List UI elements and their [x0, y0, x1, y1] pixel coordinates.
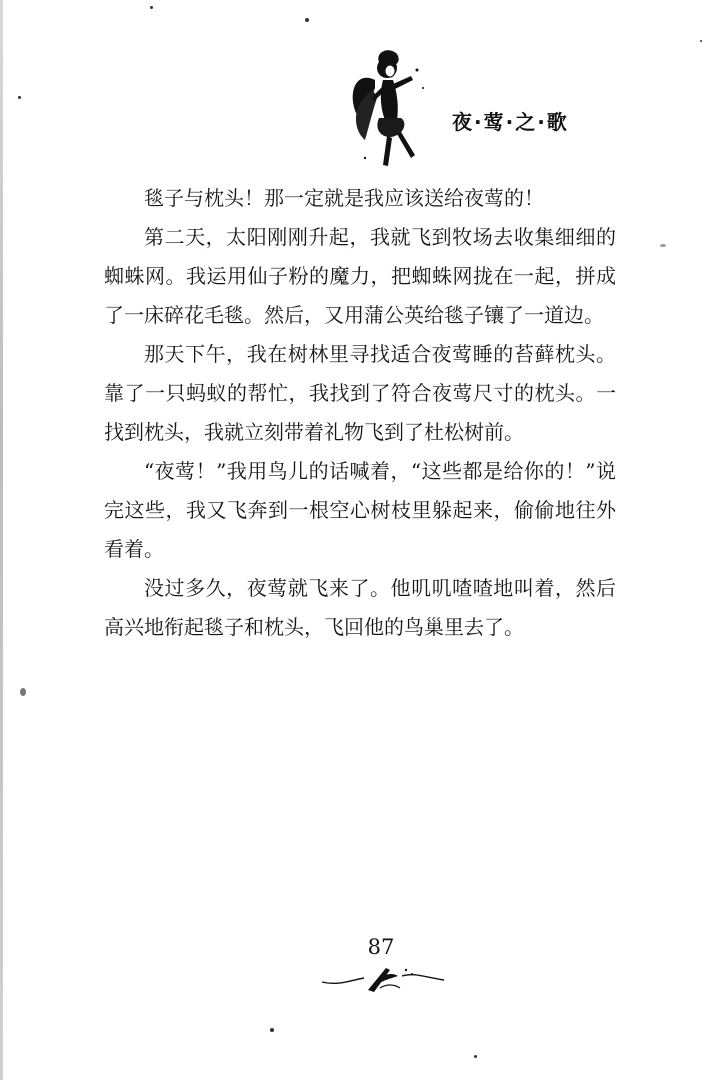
running-header-title: 夜·莺·之·歌	[452, 110, 569, 134]
scan-speck	[20, 688, 26, 696]
scan-speck	[474, 1055, 477, 1058]
page-number: 87	[367, 935, 395, 959]
scan-speck	[150, 6, 153, 9]
scan-speck	[305, 18, 309, 22]
scan-speck	[18, 96, 21, 99]
paragraph: 第二天，太阳刚刚升起，我就飞到牧场去收集细细的蜘蛛网。我运用仙子粉的魔力，把蜘蛛网拢在一起，拼成了一床碎花毛毯。然后，又用蒲公英给毯子镶了一道边。	[104, 225, 616, 327]
scan-speck	[270, 1028, 274, 1032]
page-binding-edge	[0, 0, 3, 1080]
scan-speck	[660, 244, 666, 247]
scan-speck	[700, 40, 702, 42]
body-text	[104, 179, 616, 647]
flourish-ornament	[318, 960, 448, 1000]
paragraph: 没过多久，夜莺就飞来了。他叽叽喳喳地叫着，然后高兴地衔起毯子和枕头，飞回他的鸟巢里去了。	[104, 576, 616, 639]
fairy-illustration	[345, 40, 440, 175]
paragraph: “夜莺！”我用鸟儿的话喊着，“这些都是给你的！”说完这些，我又飞奔到一根空心树枝里躲起来，偷偷地往外看着。	[104, 459, 616, 561]
paragraph: 毯子与枕头！那一定就是我应该送给夜莺的！	[144, 186, 544, 210]
paragraph: 那天下午，我在树林里寻找适合夜莺睡的苔藓枕头。靠了一只蚂蚁的帮忙，我找到了符合夜莺尺寸的枕头。一找到枕头，我就立刻带着礼物飞到了杜松树前。	[104, 342, 616, 444]
